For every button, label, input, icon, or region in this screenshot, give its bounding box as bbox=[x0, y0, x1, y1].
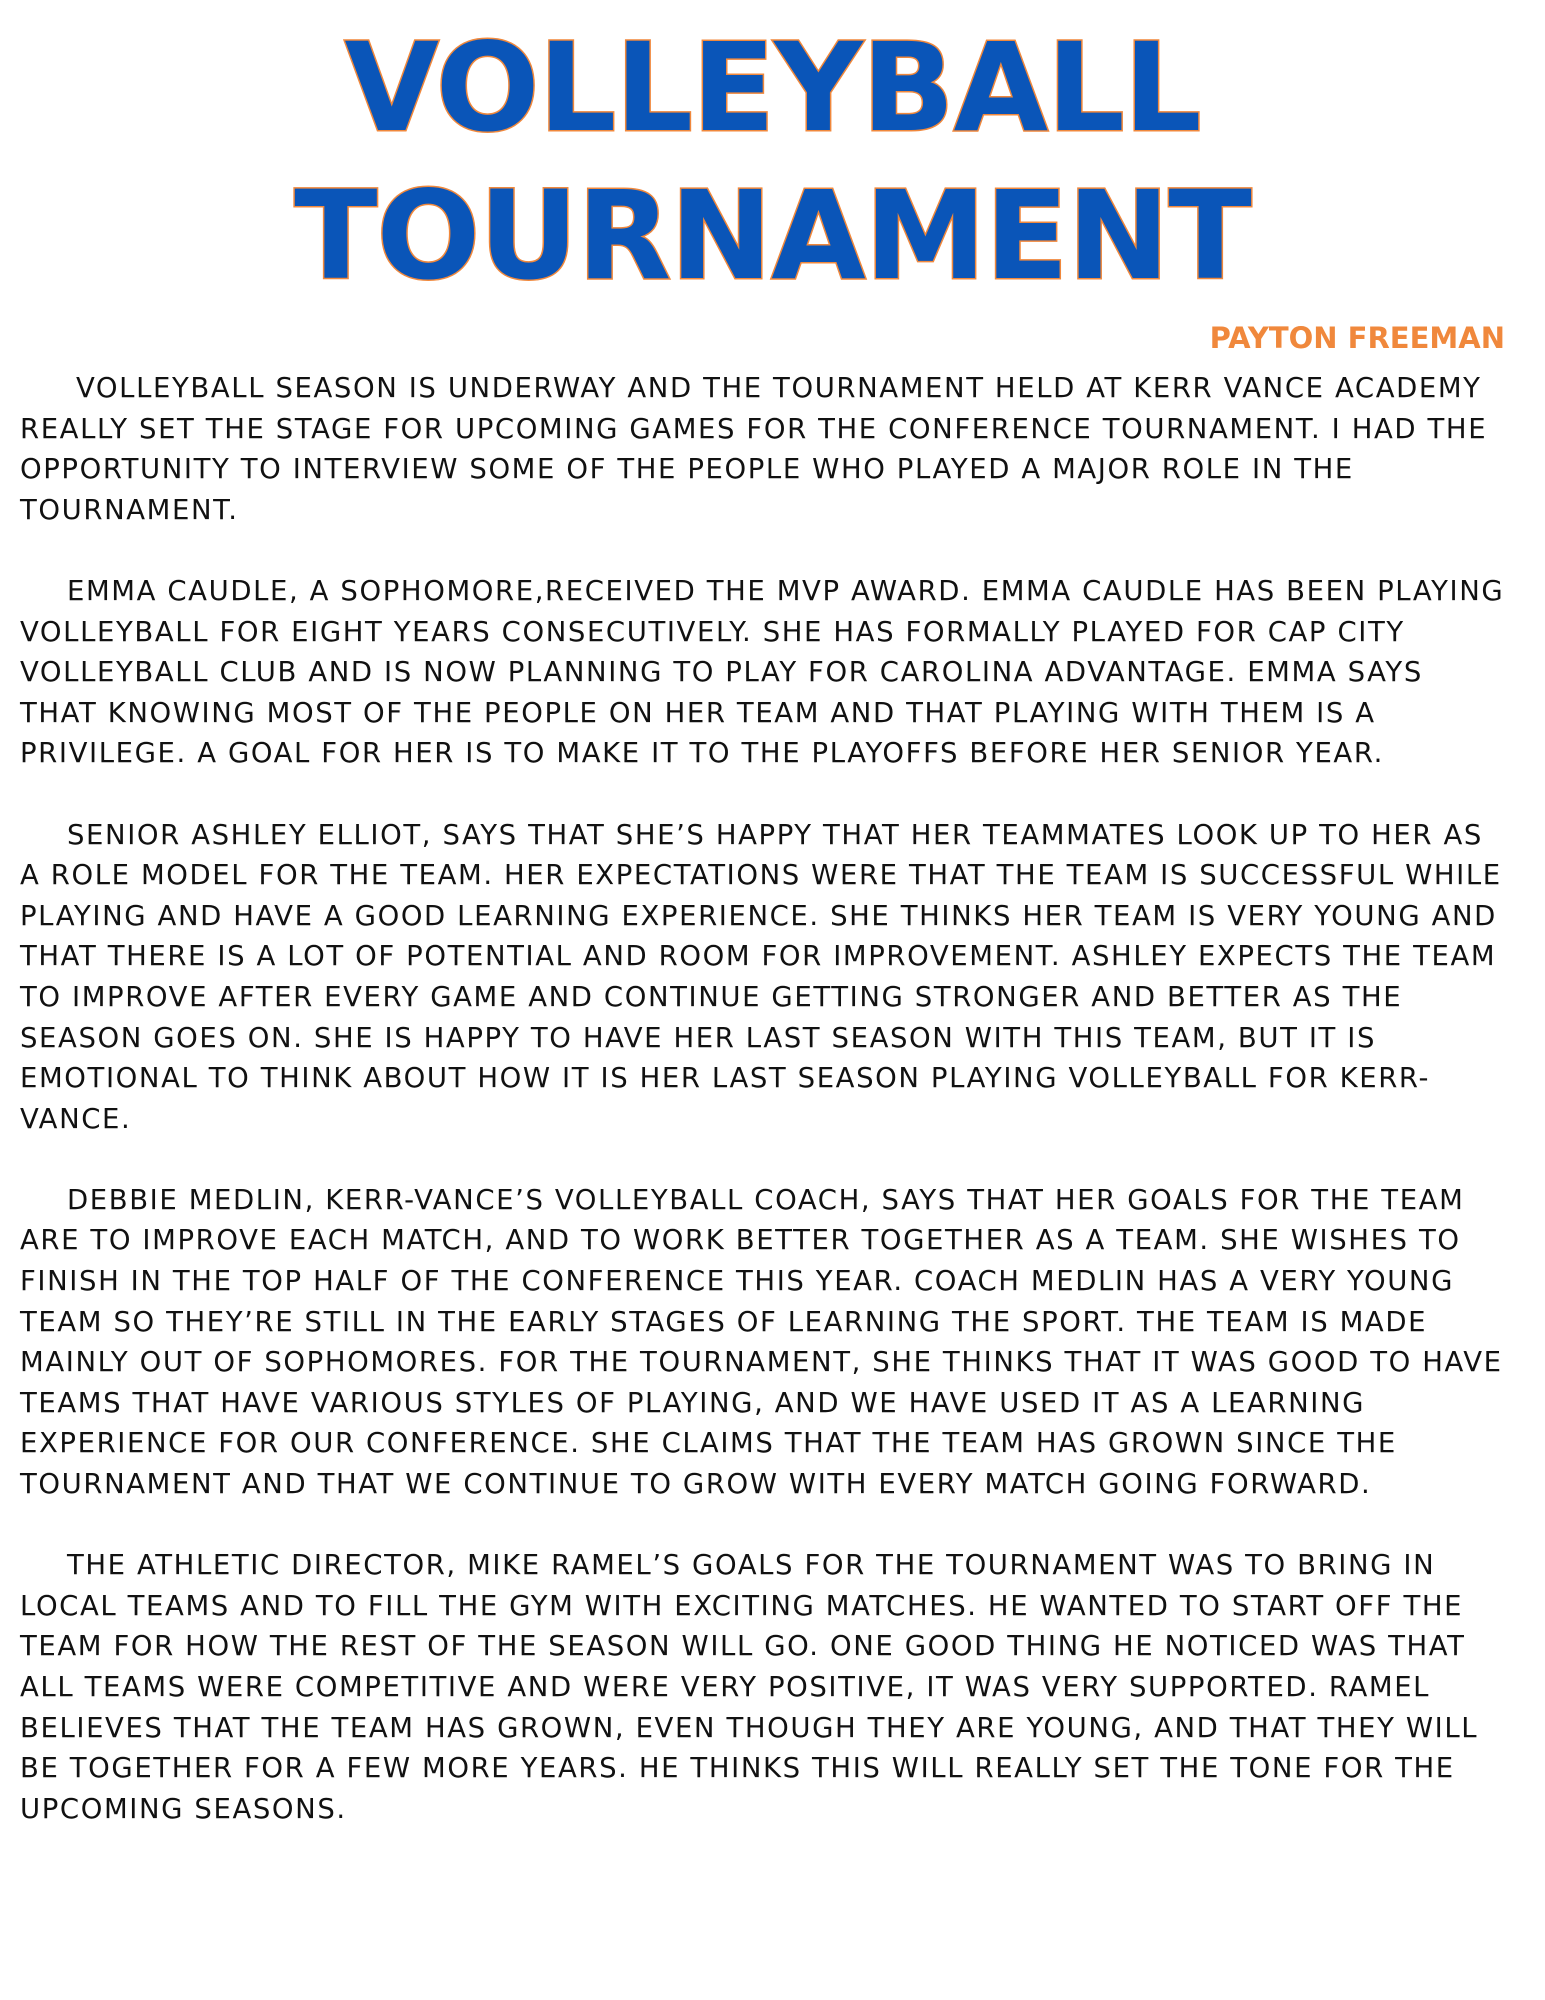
paragraph-emma-caudle: EMMA CAUDLE, A SOPHOMORE,RECEIVED THE MVP AWARD. EMMA CAUDLE HAS BEEN PLAYING VOLLEYBALL FOR EIGHT YEARS CONSECUTIVELY. SHE HAS FORMALLY PLAYED FOR CAP CITY VOLLEYBALL CLUB AND IS NOW PLANNING TO PLAY FOR CAROLINA ADVANTAGE. EMMA SAYS THAT KNOWING MOST OF THE PEOPLE ON HER TEAM AND THAT PLAYING WITH THEM IS A PRIVILEGE. A GOAL FOR HER IS TO MAKE IT TO THE PLAYOFFS BEFORE HER SENIOR YEAR. bbox=[20, 574, 1505, 770]
headline-line-1: VOLLEYBALL bbox=[344, 17, 1201, 159]
headline-line-2: TOURNAMENT bbox=[294, 165, 1251, 307]
paragraph-intro: VOLLEYBALL SEASON IS UNDERWAY AND THE TOURNAMENT HELD AT KERR VANCE ACADEMY REALLY SET THE STAGE FOR UPCOMING GAMES FOR THE CONFERENCE TOURNAMENT. I HAD THE OPPORTUNITY TO INTERVIEW SOME OF THE PEOPLE WHO PLAYED A MAJOR ROLE IN THE TOURNAMENT. bbox=[20, 372, 1488, 526]
article-body bbox=[20, 368, 1510, 1870]
article-headline bbox=[0, 14, 1545, 310]
paragraph-mike-ramel: THE ATHLETIC DIRECTOR, MIKE RAMEL’S GOALS FOR THE TOURNAMENT WAS TO BRING IN LOCAL TEAMS AND TO FILL THE GYM WITH EXCITING MATCHES. HE WANTED TO START OFF THE TEAM FOR HOW THE REST OF THE SEASON WILL GO. ONE GOOD THING HE NOTICED WAS THAT ALL TEAMS WERE COMPETITIVE AND WERE VERY POSITIVE, IT WAS VERY SUPPORTED. RAMEL BELIEVES THAT THE TEAM HAS GROWN, EVEN THOUGH THEY ARE YOUNG, AND THAT THEY WILL BE TOGETHER FOR A FEW MORE YEARS. HE THINKS THIS WILL REALLY SET THE TONE FOR THE UPCOMING SEASONS. bbox=[20, 1549, 1479, 1825]
paragraph-debbie-medlin: DEBBIE MEDLIN, KERR-VANCE’S VOLLEYBALL COACH, SAYS THAT HER GOALS FOR THE TEAM ARE TO IMPROVE EACH MATCH, AND TO WORK BETTER TOGETHER AS A TEAM. SHE WISHES TO FINISH IN THE TOP HALF OF THE CONFERENCE THIS YEAR. COACH MEDLIN HAS A VERY YOUNG TEAM SO THEY’RE STILL IN THE EARLY STAGES OF LEARNING THE SPORT. THE TEAM IS MADE MAINLY OUT OF SOPHOMORES. FOR THE TOURNAMENT, SHE THINKS THAT IT WAS GOOD TO HAVE TEAMS THAT HAVE VARIOUS STYLES OF PLAYING, AND WE HAVE USED IT AS A LEARNING EXPERIENCE FOR OUR CONFERENCE. SHE CLAIMS THAT THE TEAM HAS GROWN SINCE THE TOURNAMENT AND THAT WE CONTINUE TO GROW WITH EVERY MATCH GOING FORWARD. bbox=[20, 1183, 1503, 1501]
author-byline: PAYTON FREEMAN bbox=[1209, 321, 1505, 355]
paragraph-ashley-elliot: SENIOR ASHLEY ELLIOT, SAYS THAT SHE’S HAPPY THAT HER TEAMMATES LOOK UP TO HER AS A ROLE MODEL FOR THE TEAM. HER EXPECTATIONS WERE THAT THE TEAM IS SUCCESSFUL WHILE PLAYING AND HAVE A GOOD LEARNING EXPERIENCE. SHE THINKS HER TEAM IS VERY YOUNG AND THAT THERE IS A LOT OF POTENTIAL AND ROOM FOR IMPROVEMENT. ASHLEY EXPECTS THE TEAM TO IMPROVE AFTER EVERY GAME AND CONTINUE GETTING STRONGER AND BETTER AS THE SEASON GOES ON. SHE IS HAPPY TO HAVE HER LAST SEASON WITH THIS TEAM, BUT IT IS EMOTIONAL TO THINK ABOUT HOW IT IS HER LAST SEASON PLAYING VOLLEYBALL FOR KERR- VANCE. bbox=[20, 818, 1502, 1135]
